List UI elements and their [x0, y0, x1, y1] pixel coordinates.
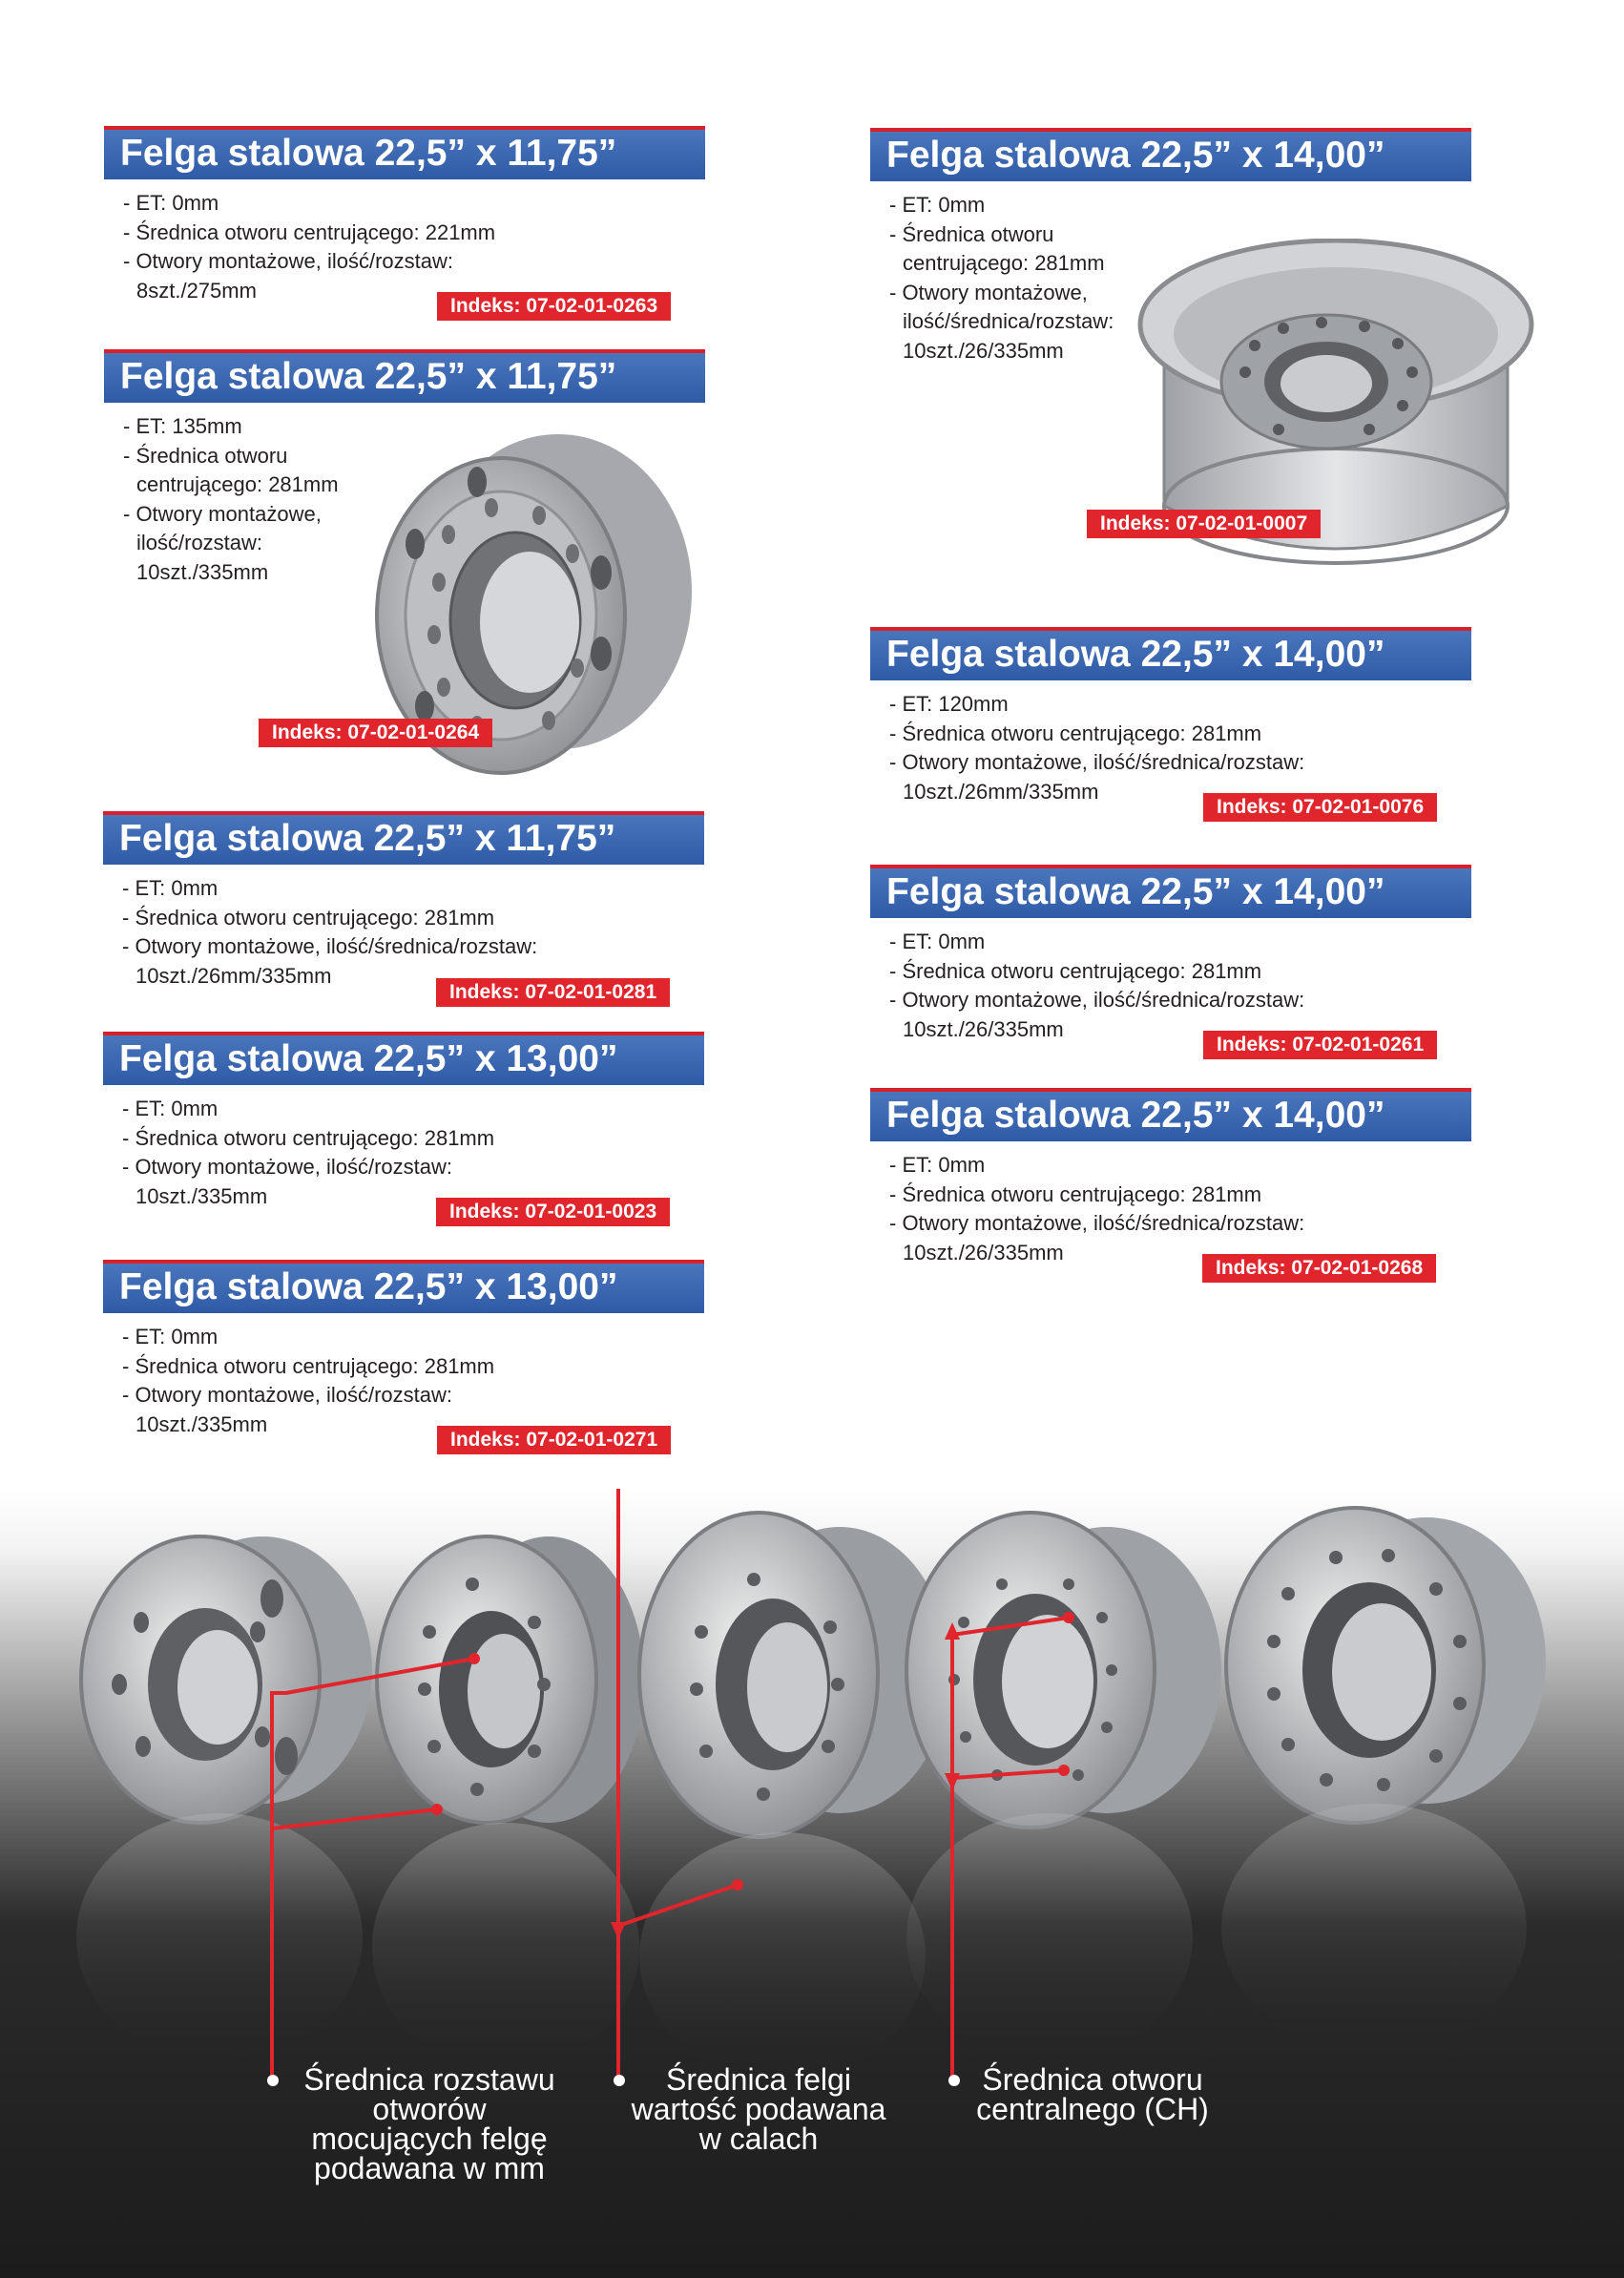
caption-rim-diameter: Średnica felgi wartość podawana w calach — [631, 2062, 886, 2156]
spec-item: - Średnica otworu centrującego: 281mm — [889, 721, 1262, 745]
index-badge: Indeks: 07-02-01-0023 — [436, 1198, 670, 1226]
spec-item: - Otwory montażowe, ilość/średnica/rozstaw: — [889, 1211, 1305, 1235]
spec-list — [103, 1323, 704, 1439]
spec-item: - Średnica otworu — [123, 443, 288, 468]
spec-item: - Średnica otworu — [889, 221, 1054, 246]
product-card-0263 — [104, 126, 705, 305]
index-badge: Indeks: 07-02-01-0281 — [436, 978, 670, 1007]
product-card-0281 — [103, 811, 704, 991]
index-badge: Indeks: 07-02-01-0264 — [259, 719, 492, 747]
spec-item-continued: 10szt./335mm — [135, 1411, 268, 1436]
product-title: Felga stalowa 22,5” x 11,75” — [103, 811, 704, 865]
caption-bolt-circle: Średnica rozstawu otworów mocujących felgę podawana w mm — [303, 2062, 555, 2185]
product-card-0076 — [870, 627, 1471, 806]
product-card-0261 — [870, 865, 1471, 1044]
index-badge: Indeks: 07-02-01-0271 — [437, 1426, 671, 1454]
spec-item-continued: centrującego: 281mm — [903, 251, 1105, 275]
spec-item: - Otwory montażowe, ilość/rozstaw: — [123, 249, 453, 273]
spec-item: - Średnica otworu centrującego: 281mm — [122, 905, 495, 930]
spec-item-continued: 10szt./26/335mm — [903, 338, 1064, 363]
product-title: Felga stalowa 22,5” x 14,00” — [870, 1088, 1471, 1141]
spec-item: - Średnica otworu centrującego: 281mm — [122, 1353, 495, 1378]
spec-item-continued: 10szt./26/335mm — [903, 1016, 1064, 1041]
spec-item: - Otwory montażowe, ilość/rozstaw: — [122, 1155, 452, 1179]
spec-item: - ET: 0mm — [889, 1153, 986, 1177]
product-card-0023 — [103, 1032, 704, 1211]
spec-item: - ET: 0mm — [122, 876, 219, 900]
index-badge: Indeks: 07-02-01-0263 — [437, 292, 671, 321]
spec-item: - ET: 120mm — [889, 692, 1009, 716]
wheel-lineup-section — [0, 1489, 1624, 2278]
product-title: Felga stalowa 22,5” x 14,00” — [870, 627, 1471, 680]
spec-item: - ET: 135mm — [123, 414, 242, 438]
wheel-lineup-photo-icon — [0, 1489, 1624, 2080]
product-card-0271 — [103, 1260, 704, 1439]
spec-item: - Otwory montażowe, ilość/średnica/rozstaw: — [889, 988, 1305, 1012]
product-title: Felga stalowa 22,5” x 11,75” — [104, 126, 705, 179]
spec-item-continued: 10szt./26mm/335mm — [903, 779, 1099, 804]
spec-list — [870, 1151, 1471, 1267]
spec-list — [870, 928, 1471, 1044]
spec-item: - Średnica otworu centrującego: 281mm — [889, 1181, 1262, 1206]
spec-item: - Otwory montażowe, ilość/rozstaw: — [122, 1383, 452, 1407]
spec-list — [104, 189, 705, 305]
spec-item: - ET: 0mm — [889, 930, 986, 953]
product-title: Felga stalowa 22,5” x 14,00” — [870, 128, 1471, 181]
spec-item-continued: 10szt./26/335mm — [903, 1240, 1064, 1264]
spec-item-continued: 10szt./26mm/335mm — [135, 963, 332, 988]
spec-item-continued: 8szt./275mm — [136, 278, 257, 303]
spec-item: - Otwory montażowe, ilość/średnica/rozstaw: — [122, 934, 538, 958]
spec-list — [103, 874, 704, 991]
spec-item: - Średnica otworu centrującego: 221mm — [123, 219, 496, 244]
spec-item: - ET: 0mm — [122, 1097, 219, 1120]
spec-item: - ET: 0mm — [889, 193, 986, 217]
index-badge: Indeks: 07-02-01-0261 — [1203, 1031, 1437, 1059]
index-badge: Indeks: 07-02-01-0076 — [1203, 793, 1437, 822]
spec-item: - Otwory montażowe, — [123, 501, 322, 526]
spec-item: - Otwory montażowe, ilość/średnica/rozstaw: — [889, 750, 1305, 774]
spec-item: - Średnica otworu centrującego: 281mm — [122, 1125, 495, 1150]
spec-item: - Otwory montażowe, — [889, 280, 1088, 304]
spec-item: - ET: 0mm — [122, 1325, 219, 1348]
spec-item: - ET: 0mm — [123, 191, 219, 215]
spec-item-continued: 10szt./335mm — [135, 1183, 268, 1208]
spec-item-continued: ilość/rozstaw: — [136, 531, 263, 554]
spec-item: - Średnica otworu centrującego: 281mm — [889, 958, 1262, 983]
spec-item-continued: ilość/średnica/rozstaw: — [903, 309, 1114, 333]
product-title: Felga stalowa 22,5” x 14,00” — [870, 865, 1471, 918]
product-title: Felga stalowa 22,5” x 11,75” — [104, 349, 705, 403]
product-title: Felga stalowa 22,5” x 13,00” — [103, 1260, 704, 1313]
index-badge: Indeks: 07-02-01-0007 — [1087, 510, 1321, 538]
caption-center-bore: Średnica otworu centralnego (CH) — [976, 2062, 1209, 2126]
index-badge: Indeks: 07-02-01-0268 — [1202, 1254, 1436, 1283]
spec-list — [103, 1095, 704, 1211]
spec-item-continued: centrującego: 281mm — [136, 472, 339, 496]
product-title: Felga stalowa 22,5” x 13,00” — [103, 1032, 704, 1085]
spec-item-continued: 10szt./335mm — [136, 559, 269, 584]
spec-list — [870, 690, 1471, 806]
product-card-0268 — [870, 1088, 1471, 1267]
